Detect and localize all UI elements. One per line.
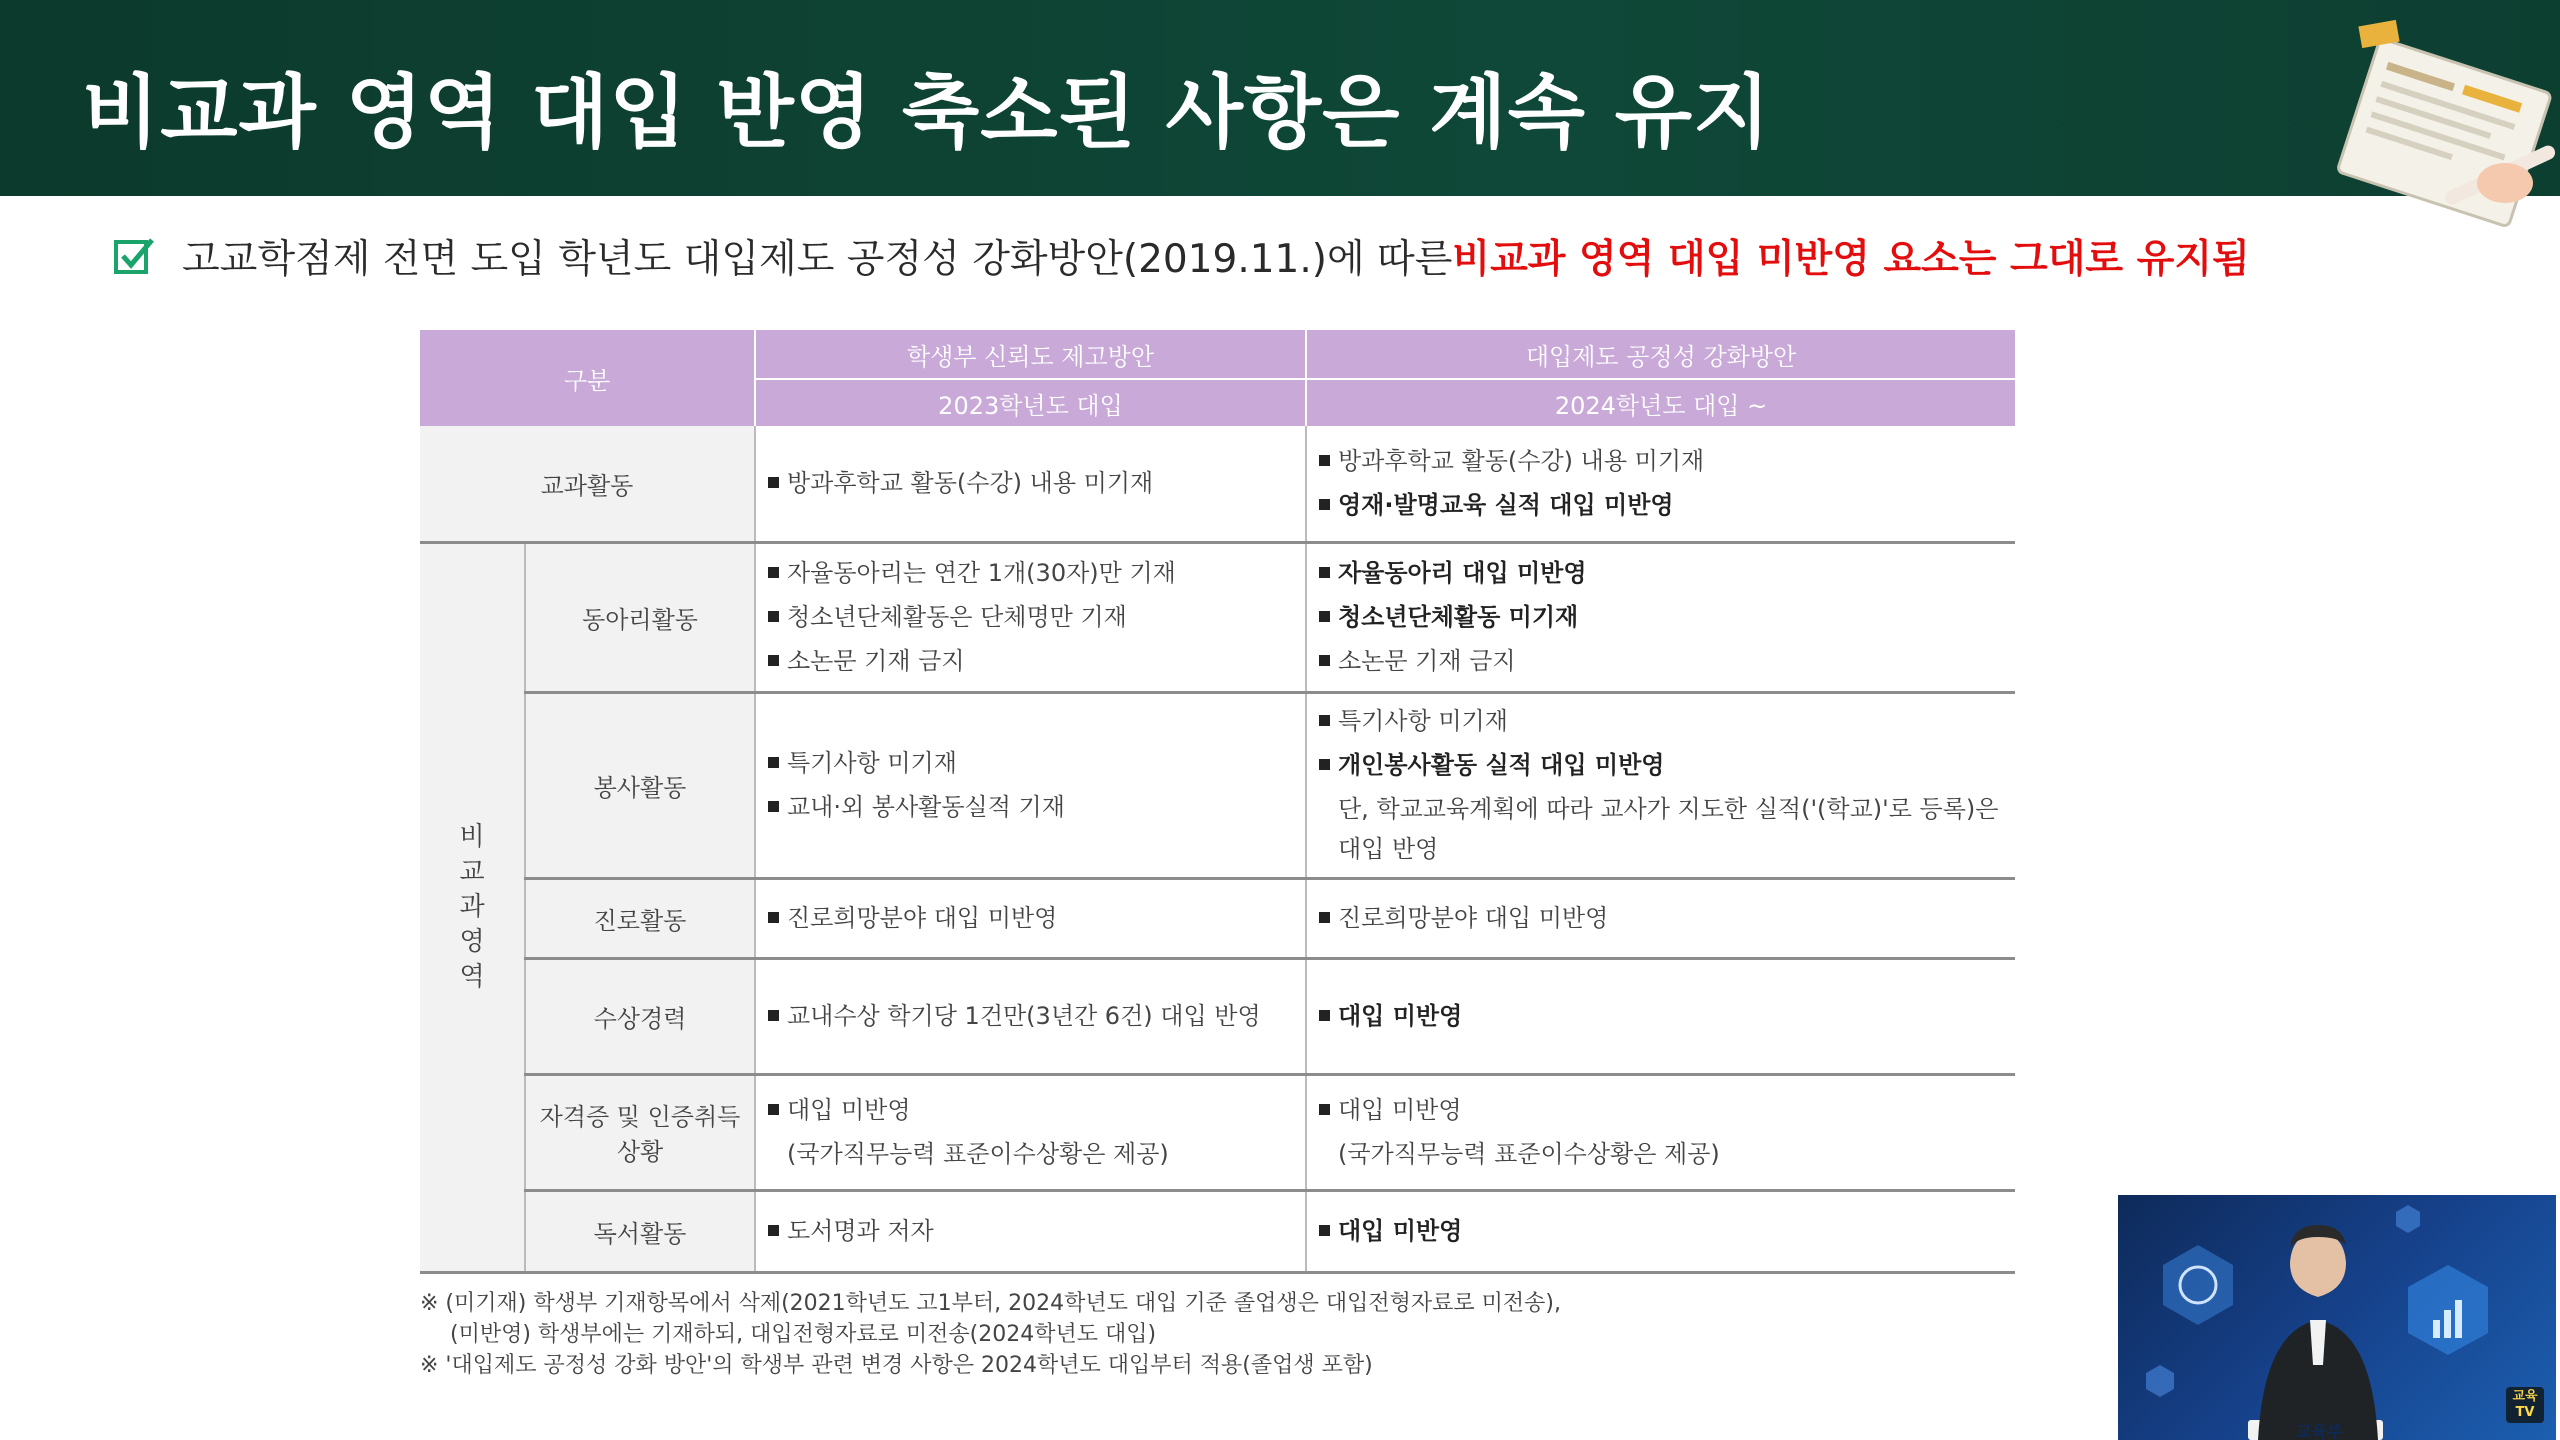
summary-highlight: 비교과 영역 대입 미반영 요소는 그대로 유지됨: [1452, 237, 2250, 282]
table-row: [420, 1074, 2015, 1190]
summary-line: [112, 228, 2250, 284]
list-item: 소논문 기재 금지: [787, 647, 965, 675]
list-item: 특기사항 미기재: [1338, 707, 1508, 735]
header-col2-title: 대입제도 공정성 강화방안: [1306, 330, 2015, 379]
row-label: 교과활동: [420, 426, 755, 542]
list-item: 대입 미반영: [787, 1096, 911, 1124]
col2-cell: [1306, 958, 2015, 1074]
list-item: 대입 미반영: [1338, 1096, 1462, 1124]
notebook-illustration-icon: [2300, 18, 2560, 228]
table-row: [420, 426, 2015, 542]
col1-cell: [755, 426, 1306, 542]
list-item: 개인봉사활동 실적 대입 미반영: [1338, 751, 1665, 779]
table-row: [420, 878, 2015, 958]
col1-cell: [755, 1074, 1306, 1190]
header-col1-title: 학생부 신뢰도 제고방안: [755, 330, 1306, 379]
channel-badge: 교육 TV: [2506, 1387, 2544, 1423]
col2-cell: [1306, 878, 2015, 958]
col2-cell: [1306, 692, 2015, 878]
table-row: [420, 692, 2015, 878]
list-item: 진로희망분야 대입 미반영: [787, 904, 1058, 932]
col1-cell: [755, 542, 1306, 692]
list-note: (국가직무능력 표준이수상황은 제공): [1338, 1140, 1720, 1168]
list-item: 대입 미반영: [1338, 1217, 1463, 1245]
group-label-noncurricular: 비 교 과 영 역: [420, 542, 525, 1272]
col2-cell: [1306, 426, 2015, 542]
list-item: 도서명과 저자: [787, 1217, 934, 1245]
col1-cell: [755, 692, 1306, 878]
footnote-line: ※ (미기재) 학생부 기재항목에서 삭제(2021학년도 고1부터, 2024학년도 대입 기준 졸업생은 대입전형자료로 미전송),: [420, 1291, 1561, 1316]
col2-cell: [1306, 542, 2015, 692]
list-item: 영재·발명교육 실적 대입 미반영: [1338, 491, 1674, 520]
list-note: (국가직무능력 표준이수상황은 제공): [787, 1140, 1169, 1168]
table-row: [420, 542, 2015, 692]
row-label: 봉사활동: [525, 692, 755, 878]
footnotes: [420, 1288, 2040, 1381]
row-label: 독서활동: [525, 1190, 755, 1272]
header-category: 구분: [420, 330, 755, 426]
list-item: 청소년단체활동 미기재: [1338, 603, 1579, 631]
video-frame-image: [2118, 1195, 2556, 1440]
col2-cell: [1306, 1190, 2015, 1272]
col1-cell: [755, 878, 1306, 958]
header-col2-sub: 2024학년도 대입 ~: [1306, 379, 2015, 426]
col2-cell: [1306, 1074, 2015, 1190]
title-banner: [0, 0, 2560, 196]
checkbox-icon: [112, 234, 156, 278]
list-item: 교내·외 봉사활동실적 기재: [787, 793, 1065, 821]
comparison-table: [420, 330, 2015, 1274]
list-item: 자율동아리 대입 미반영: [1338, 559, 1587, 587]
list-item: 진로희망분야 대입 미반영: [1338, 904, 1609, 932]
row-label: 동아리활동: [525, 542, 755, 692]
list-item: 방과후학교 활동(수강) 내용 미기재: [1338, 447, 1705, 476]
list-item: 대입 미반영: [1338, 1002, 1463, 1030]
list-item: 청소년단체활동은 단체명만 기재: [787, 603, 1127, 631]
ministry-logo: 교육부: [2296, 1422, 2343, 1440]
presenter-video: [2118, 1195, 2556, 1440]
col1-cell: [755, 1190, 1306, 1272]
row-label: 수상경력: [525, 958, 755, 1074]
footnote-line: (미반영) 학생부에는 기재하되, 대입전형자료로 미전송(2024학년도 대입): [450, 1322, 1157, 1347]
summary-text: 고교학점제 전면 도입 학년도 대입제도 공정성 강화방안(2019.11.)에 따른: [182, 237, 1453, 282]
list-item: 소논문 기재 금지: [1338, 647, 1516, 675]
row-label: 자격증 및 인증취득상황: [525, 1074, 755, 1190]
list-item: 자율동아리는 연간 1개(30자)만 기재: [787, 559, 1176, 587]
footnote-line: ※ '대입제도 공정성 강화 방안'의 학생부 관련 변경 사항은 2024학년도 대입부터 적용(졸업생 포함): [420, 1353, 1373, 1378]
row-label: 진로활동: [525, 878, 755, 958]
list-item: 교내수상 학기당 1건만(3년간 6건) 대입 반영: [787, 1002, 1261, 1030]
slide-title: 비교과 영역 대입 반영 축소된 사항은 계속 유지: [82, 66, 1772, 159]
list-item: 특기사항 미기재: [787, 749, 957, 777]
list-item: 방과후학교 활동(수강) 내용 미기재: [787, 469, 1154, 498]
col1-cell: [755, 958, 1306, 1074]
table-row: [420, 1190, 2015, 1272]
table-row: [420, 958, 2015, 1074]
list-note: 단, 학교교육계획에 따라 교사가 지도한 실적('(학교)'로 등록)은 대입 반영: [1338, 795, 1999, 863]
header-col1-sub: 2023학년도 대입: [755, 379, 1306, 426]
